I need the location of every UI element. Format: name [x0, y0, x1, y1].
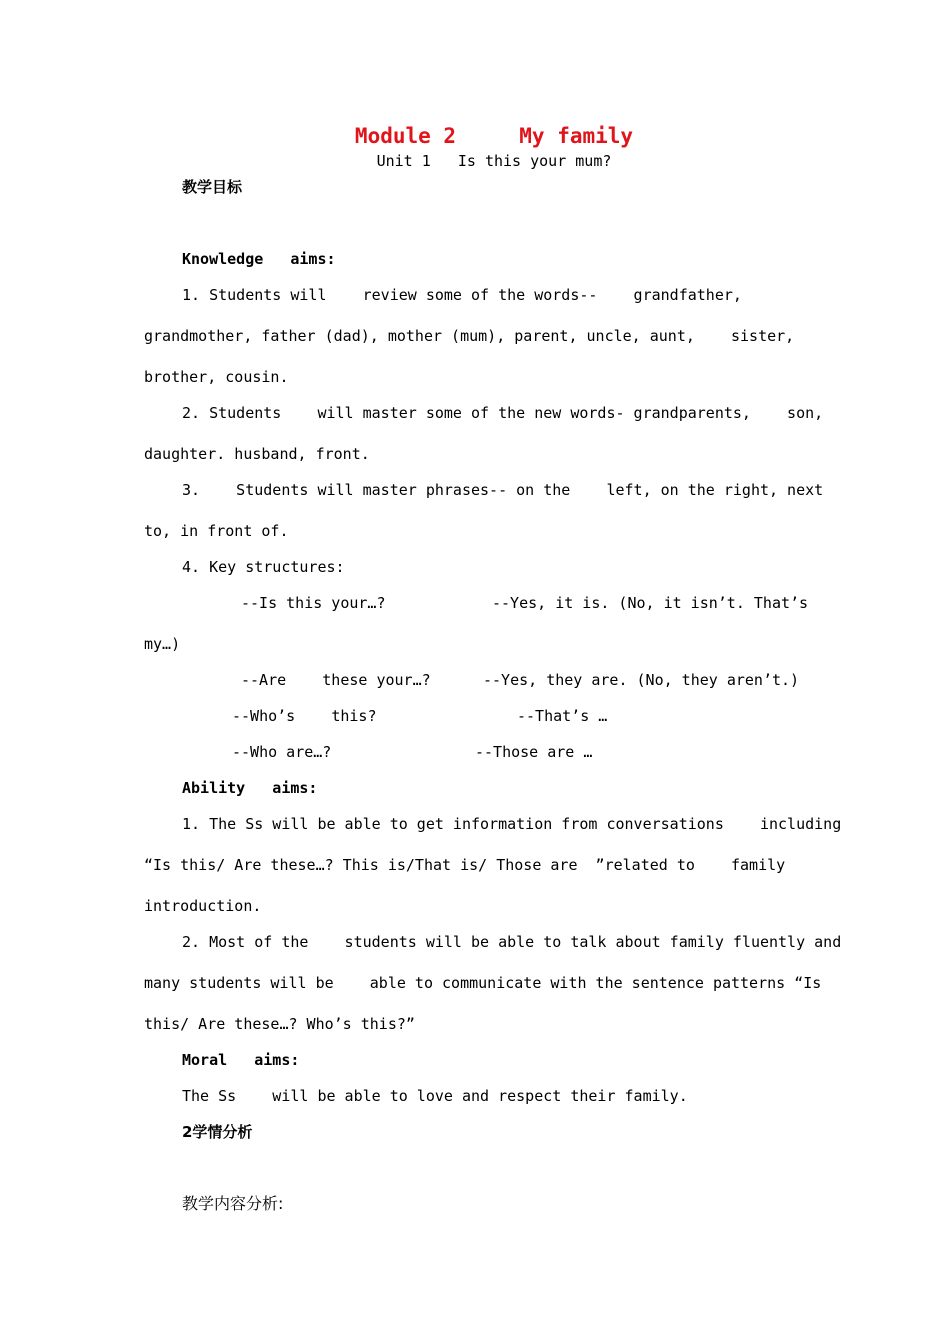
structure-3-question: --Who’s this?	[232, 707, 377, 725]
knowledge-item-2-line-2: daughter. husband, front.	[144, 445, 370, 463]
ability-item-1-line-1: 1. The Ss will be able to get information from conversations including	[182, 815, 842, 833]
structure-4-answer: --Those are …	[475, 743, 593, 761]
ability-item-1-line-3: introduction.	[144, 897, 262, 915]
page-title: Module 2 My family	[354, 124, 634, 148]
moral-aims-text: The Ss will be able to love and respect their family.	[182, 1087, 688, 1105]
knowledge-aims-heading: Knowledge aims:	[182, 250, 336, 268]
knowledge-item-1-line-3: brother, cousin.	[144, 368, 289, 386]
knowledge-item-3-line-2: to, in front of.	[144, 522, 289, 540]
structure-1-answer: --Yes, it is. (No, it isn’t. That’s	[492, 594, 809, 612]
structure-1-question: --Is this your…?	[241, 594, 386, 612]
section-heading-teaching-goals: 教学目标	[182, 178, 243, 196]
ability-item-2-line-1: 2. Most of the students will be able to talk about family fluently and	[182, 933, 842, 951]
structure-4-question: --Who are…?	[232, 743, 332, 761]
structure-2-question: --Are these your…?	[241, 671, 431, 689]
knowledge-item-1-line-1: 1. Students will review some of the words-- grandfather,	[182, 286, 742, 304]
ability-item-2-line-2: many students will be able to communicate with the sentence patterns “Is	[144, 974, 822, 992]
knowledge-item-1-line-2: grandmother, father (dad), mother (mum), parent, uncle, aunt, sister,	[144, 327, 795, 345]
structure-3-answer: --That’s …	[517, 707, 608, 725]
ability-item-2-line-3: this/ Are these…? Who’s this?”	[144, 1015, 415, 1033]
section-heading-analysis: 2学情分析	[182, 1123, 253, 1141]
knowledge-item-4-heading: 4. Key structures:	[182, 558, 345, 576]
structure-2-answer: --Yes, they are. (No, they aren’t.)	[483, 671, 800, 689]
knowledge-item-2-line-1: 2. Students will master some of the new words- grandparents, son,	[182, 404, 824, 422]
structure-1-answer-cont: my…)	[144, 635, 181, 653]
moral-aims-heading: Moral aims:	[182, 1051, 300, 1069]
ability-item-1-line-2: “Is this/ Are these…? This is/That is/ Those are ”related to family	[144, 856, 786, 874]
ability-aims-heading: Ability aims:	[182, 779, 318, 797]
knowledge-item-3-line-1: 3. Students will master phrases-- on the left, on the right, next	[182, 481, 824, 499]
page-subtitle: Unit 1 Is this your mum?	[376, 152, 612, 170]
content-analysis-label: 教学内容分析:	[182, 1194, 284, 1213]
